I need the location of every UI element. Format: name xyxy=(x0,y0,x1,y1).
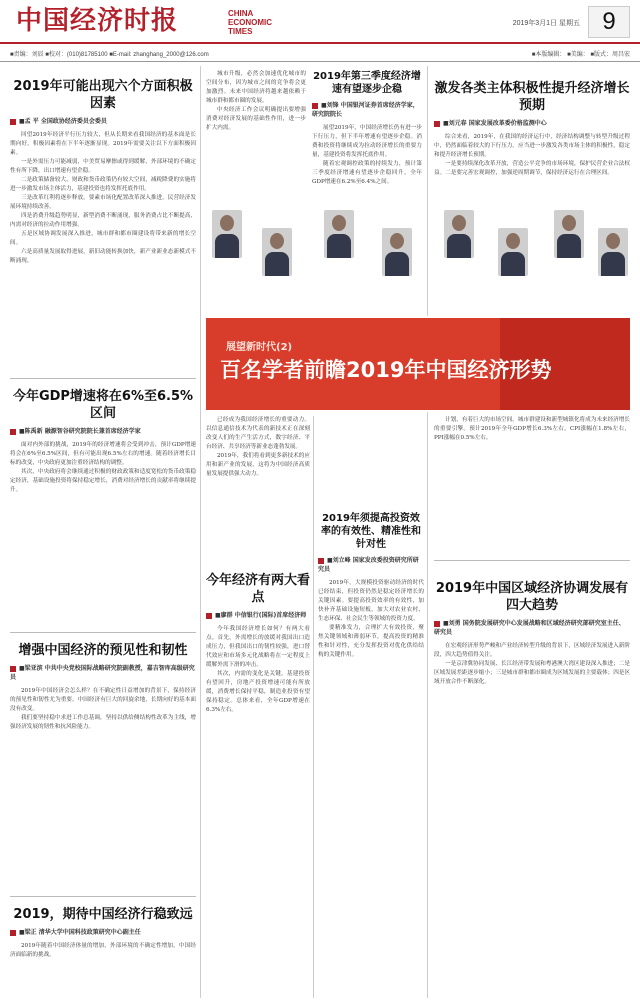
article-4-title: 2019，期待中国经济行稳致远 xyxy=(13,907,193,922)
info-bar-left: ■责编：刘辰 ■校对：(010)81785100 ■E-mail: zhanghang_2000@126.com xyxy=(10,52,209,58)
article-11-author: ■刘勇 国务院发展研究中心发展战略和区域经济研究部研究室主任、研究员 xyxy=(434,618,630,636)
article-9-author: ■刘元春 国家发展改革委价格监测中心 xyxy=(434,118,630,127)
feature-banner xyxy=(206,318,630,410)
paragraph: 随着宏观调控政策的持续发力，预计第三季度经济增速有望逐步企稳回升，全年GDP增速在6.2%至6.4%之间。 xyxy=(312,161,422,185)
paragraph: 我们要坚持稳中求进工作总基调，坚持以供给侧结构性改革为主线，增强经济发展的韧性和抗风险能力。 xyxy=(10,715,196,730)
banner-title: 百名学者前瞻2019年中国经济形势 xyxy=(220,358,552,382)
paragraph: 在宏观经济形势严峻和产业经济转型升级的背景下，区域经济发展进入新阶段，四大趋势值得关注。 xyxy=(434,643,630,658)
article-1-title: 2019年可能出现六个方面积极因素 xyxy=(13,79,193,111)
article-7-title: 今年经济有两大看点 xyxy=(206,573,310,605)
paragraph: 计划，有着巨大的市场空间。城市群建设和新型城镇化将成为未来经济增长的重要引擎。预计2019年全年GDP增长6.3%左右，CPI涨幅在1.8%左右，PPI涨幅在0.5%左右。 xyxy=(434,417,630,441)
paragraph: 2019年随着中国经济体量的增加，外部环境的不确定性增加，中国经济面临新的挑战。 xyxy=(10,943,196,958)
paragraph: 城市升级，必然会加速优化城市的空间分布，因为城市之间的竞争将会更加激烈。未来中国经济将越来越依赖于城市群和都市圈的发展。 xyxy=(206,71,306,104)
continued-text xyxy=(206,70,306,200)
scholar-photo xyxy=(598,228,628,276)
column-divider xyxy=(427,412,428,998)
article-2 xyxy=(10,388,196,628)
article-8-author: ■刘立峰 国家发改委投资研究所研究员 xyxy=(318,555,424,573)
left-column xyxy=(10,66,196,996)
article-4 xyxy=(10,906,196,996)
article-9-title: 激发各类主体积极性提升经济增长预期 xyxy=(434,81,630,113)
column-divider xyxy=(200,66,201,998)
column-divider xyxy=(313,416,314,998)
scholar-photos xyxy=(206,206,630,314)
article-8-title: 2019年须提高投资效率的有效性、精准性和针对性 xyxy=(321,513,421,550)
paragraph: 回望2019年经济平行压力较大，但从长期来看我国经济的基本面是长期向好，积极因素将在下半年逐渐显现。2019年需要关注以下方面积极因素。 xyxy=(10,132,196,156)
paragraph: 三是改革红利将逐步释放，要素市场化配置改革深入推进，民营经济发展环境持续改善。 xyxy=(10,195,196,210)
paragraph: 其次，内需的变化是关键。基建投资有望回升，房地产投资增速可能有所放缓，消费增长保持平稳，制造业投资有望保持稳定。总体来看，全年GDP增速在6.3%左右。 xyxy=(206,671,310,713)
newspaper-logo: 中国经济时报 xyxy=(16,6,179,36)
scholar-photo xyxy=(262,228,292,276)
scholar-photo xyxy=(444,210,474,258)
scholar-photo xyxy=(324,210,354,258)
page-number: 9 xyxy=(588,6,630,38)
info-bar xyxy=(0,48,640,62)
article-5 xyxy=(312,70,422,206)
paragraph: 五是区域协调发展深入推进，城市群和都市圈建设将带来新的增长空间。 xyxy=(10,231,196,246)
article-8 xyxy=(318,416,424,1000)
article-1 xyxy=(10,66,196,376)
article-1-author: ■孟 平 全国政协经济委员会委员 xyxy=(10,116,196,125)
paragraph: 一是要持续深化改革开放，营造公平竞争的市场环境，保护民营企业合法权益。二是要完善宏观调控，加强逆周期调节，保持经济运行在合理区间。 xyxy=(434,161,630,176)
article-6 xyxy=(206,416,310,556)
divider xyxy=(10,632,196,633)
article-3 xyxy=(10,642,196,892)
article-2-title: 今年GDP增速将在6%至6.5%区间 xyxy=(12,389,194,421)
article-7-author: ■廖群 中信银行(国际)首席经济师 xyxy=(206,610,310,619)
divider xyxy=(434,560,630,561)
paragraph: 二是政策储备较大，财政和货币政策仍有较大空间，减税降费的实施将进一步激发市场主体活力，基建投资也将发挥托底作用。 xyxy=(10,177,196,192)
issue-date: 2019年3月1日 星期五 xyxy=(512,20,580,27)
paragraph: 2019年，大规模投资驱动经济的时代已经结束，但投资仍然是稳定经济增长的关键因素。要提高投资效率的有效性，加快补齐基础设施短板，加大对农业农村、生态环保、社会民生等领域的投资力度。 xyxy=(318,580,424,622)
article-11-title: 2019年中国区域经济协调发展有四大趋势 xyxy=(435,581,629,613)
paragraph: 一是京津冀协同发展、长江经济带发展和粤港澳大湾区建设深入推进；二是区域发展差距逐步缩小；三是城市群和都市圈成为区域发展的主要载体；四是区域开放合作不断深化。 xyxy=(434,661,630,685)
article-10 xyxy=(434,416,630,556)
article-2-author: ■陈禹新 融源智谷研究院院长兼首席经济学家 xyxy=(10,426,196,435)
paragraph: 要精准发力，合理扩大有效投资，聚焦关键领域和薄弱环节，提高投资的精准性和针对性，充分发挥投资对优化供给结构的关键作用。 xyxy=(318,625,424,658)
masthead xyxy=(0,0,640,44)
article-3-author: ■梁亚滨 中共中央党校国际战略研究院副教授，嘉吉智库高级研究员 xyxy=(10,665,195,681)
paragraph: 六是高质量发展取得进展，新旧动能转换加快，新产业新业态新模式不断涌现。 xyxy=(10,249,196,264)
paragraph: 展望2019年，中国经济增长仍有进一步下行压力，但下半年增速有望逐步企稳。消费和投资将继续成为拉动经济增长的重要力量，基建投资将发挥托底作用。 xyxy=(312,125,422,158)
article-3-title: 增强中国经济的预见性和韧性 xyxy=(18,643,188,658)
article-4-author: ■梁正 清华大学中国科技政策研究中心副主任 xyxy=(10,927,196,936)
banner-subtitle: 展望新时代(2) xyxy=(226,342,293,353)
paragraph: 已经成为我国经济增长的重要动力。以信息通信技术为代表的新技术正在深刻改变人们的生产生活方式，数字经济、平台经济、共享经济等新业态蓬勃发展。 xyxy=(206,417,310,450)
paragraph: 一是外需压力可能减弱，中美贸易摩擦或得到缓解，外部环境的不确定性有所下降，出口增速有望企稳。 xyxy=(10,159,196,174)
scholar-photo xyxy=(498,228,528,276)
paragraph: 中央经济工作会议明确提出要增强消费对经济发展的基础性作用，进一步扩大内需。 xyxy=(206,107,306,131)
divider xyxy=(10,378,196,379)
paragraph: 其次，中央政府将会继续通过积极的财政政策和适度宽松的货币政策稳定经济，基础设施投资将保持稳定增长，消费对经济增长的贡献率将继续提升。 xyxy=(10,469,196,493)
scholar-photo xyxy=(212,210,242,258)
paragraph: 2019年，我们将看到更多新技术的应用和新产业的发展，这将为中国经济高质量发展提供强大动力。 xyxy=(206,453,310,477)
article-11 xyxy=(434,566,630,1000)
paragraph: 四是消费升级趋势明显，新型消费不断涌现，服务消费占比不断提高，内需对经济的拉动作用增强。 xyxy=(10,213,196,228)
article-7 xyxy=(206,560,310,1000)
scholar-photo xyxy=(382,228,412,276)
paragraph: 面对内外部的挑战，2019年的经济增速将会受到冲击，预计GDP增速将会在6%至6.5%区间，但有可能出现6.5%左右的增速。随着经济增长目标的改变，中央政府更加注重经济结构的调整。 xyxy=(10,442,196,466)
paragraph: 2019年中国经济会怎么样？在不确定性日益增加的背景下，保持经济的预见性和韧性尤为重要。中国经济有巨大的回旋余地，长期向好的基本面没有改变。 xyxy=(10,688,196,712)
scholar-photo xyxy=(554,210,584,258)
paragraph: 今年我国经济增长如何？有两大看点。首先，外需增长的放缓对我国出口造成压力，但我国出口的韧性较强，进口替代效应和市场多元化战略将在一定程度上缓解外需下滑的冲击。 xyxy=(206,626,310,668)
newspaper-logo-english: CHINA ECONOMIC TIMES xyxy=(228,9,272,36)
article-5-title: 2019年第三季度经济增速有望逐步企稳 xyxy=(313,71,421,95)
info-bar-right: ■本版编辑： ■美编： ■版式：周昌宏 xyxy=(531,52,630,58)
divider xyxy=(10,896,196,897)
paragraph: 综合来看，2019年，在我国的经济运行中，经济结构调整与转型升级过程中，仍然面临着较大的下行压力。应当进一步激发各类市场主体的积极性，稳定和提升经济增长预期。 xyxy=(434,134,630,158)
article-5-author: ■刘锋 中国银河证券首席经济学家，研究院院长 xyxy=(312,100,422,118)
